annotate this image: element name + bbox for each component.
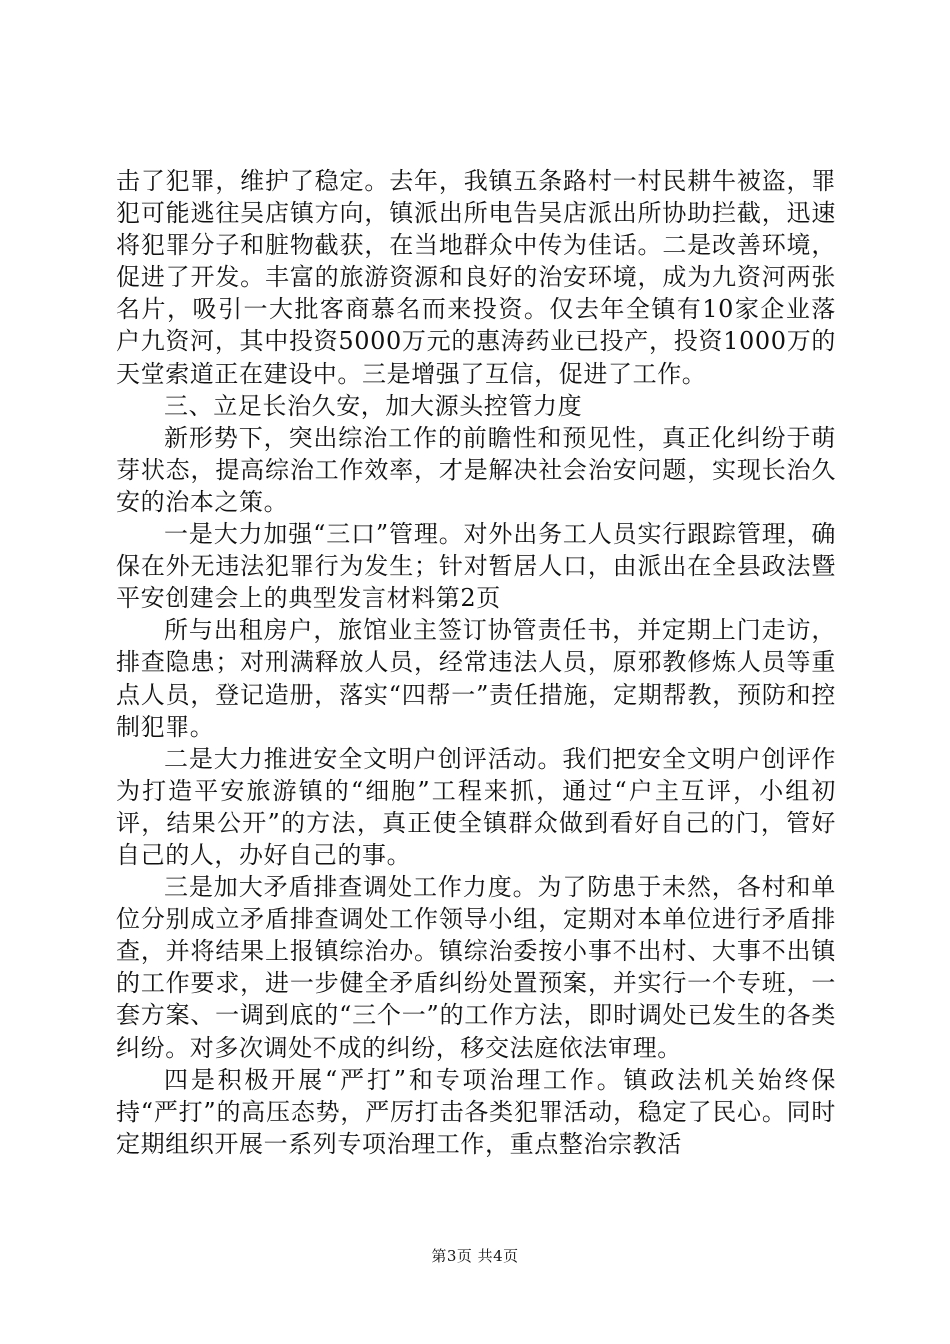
paragraph-4: 一是大力加强“三口”管理。对外出务工人员实行跟踪管理，确保在外无违法犯罪行为发生；针对暂居人口，由派出在全县政法暨平安创建会上的典型发言材料第2页 — [116, 520, 836, 613]
paragraph-6: 二是大力推进安全文明户创评活动。我们把安全文明户创评作为打造平安旅游镇的“细胞”工程来抓，通过“户主互评，小组初评，结果公开”的方法，真正使全镇群众做到看好自己的门，管好自己的人，办好自己的事。 — [116, 744, 836, 869]
paragraph-3: 新形势下，突出综治工作的前瞻性和预见性，真正化纠纷于萌芽状态，提高综治工作效率，才是解决社会治安问题，实现长治久安的治本之策。 — [116, 423, 836, 516]
paragraph-7: 三是加大矛盾排查调处工作力度。为了防患于未然，各村和单位分别成立矛盾排查调处工作领导小组，定期对本单位进行矛盾排查，并将结果上报镇综治办。镇综治委按小事不出村、大事不出镇的工作要求，进一步健全矛盾纠纷处置预案，并实行一个专班，一套方案、一调到底的“三个一”的工作方法，即时调处已发生的各类纠纷。对多次调处不成的纠纷，移交法庭依法审理。 — [116, 873, 836, 1062]
paragraph-8: 四是积极开展“严打”和专项治理工作。镇政法机关始终保持“严打”的高压态势，严厉打击各类犯罪活动，稳定了民心。同时定期组织开展一系列专项治理工作，重点整治宗教活 — [116, 1065, 836, 1158]
page-number-footer: 第3页 共4页 — [431, 1247, 519, 1265]
document-body — [116, 165, 836, 1160]
paragraph-1: 击了犯罪，维护了稳定。去年，我镇五条路村一村民耕牛被盗，罪犯可能逃往吴店镇方向，镇派出所电告吴店派出所协助拦截，迅速将犯罪分子和脏物截获，在当地群众中传为佳话。二是改善环境，促进了开发。丰富的旅游资源和良好的治安环境，成为九资河两张名片，吸引一大批客商慕名而来投资。仅去年全镇有10家企业落户九资河，其中投资5000万元的惠涛药业已投产，投资1000万的天堂索道正在建设中。三是增强了互信，促进了工作。 — [116, 167, 836, 388]
paragraph-5: 所与出租房户，旅馆业主签订协管责任书，并定期上门走访，排查隐患；对刑满释放人员，经常违法人员，原邪教修炼人员等重点人员，登记造册，落实“四帮一”责任措施，定期帮教，预防和控制犯罪。 — [116, 616, 836, 741]
section-heading: 三、立足长治久安，加大源头控管力度 — [164, 391, 583, 420]
